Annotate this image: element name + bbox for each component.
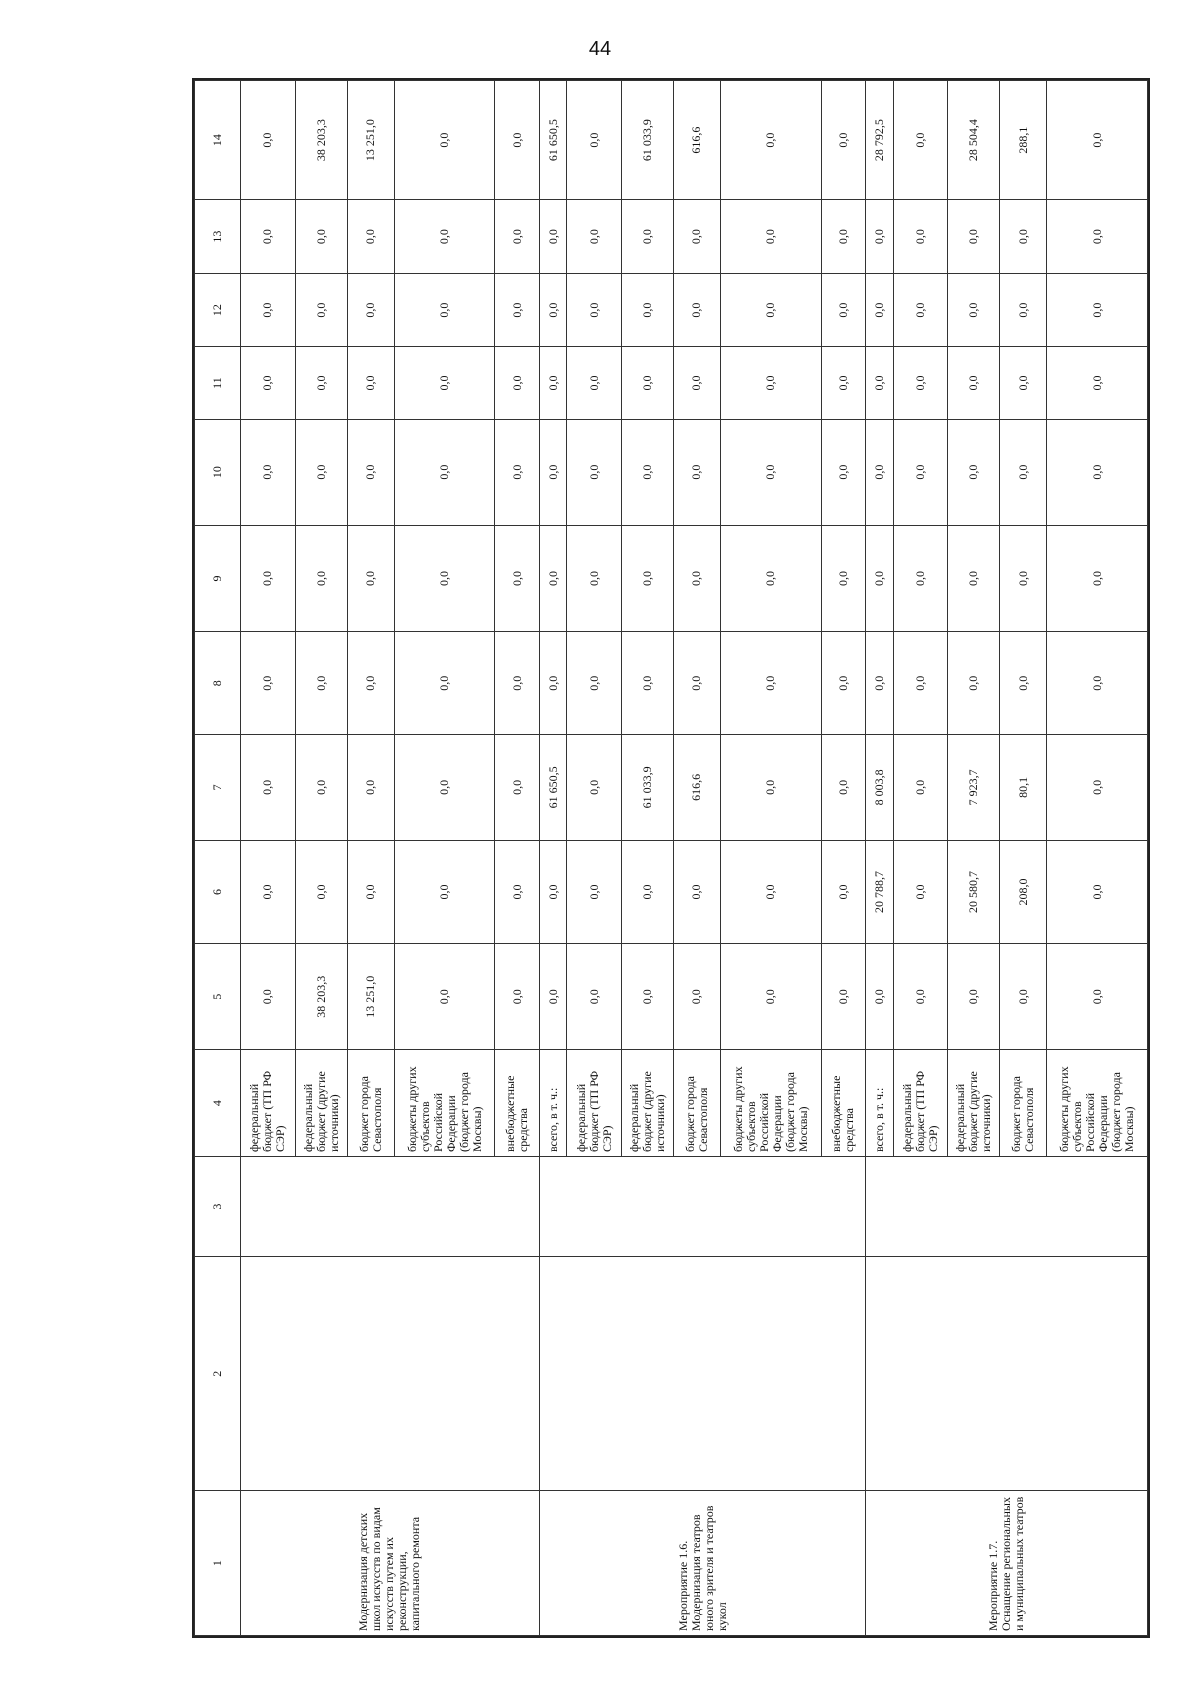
amount-value: 0,0 (240, 419, 295, 525)
amount-value: 0,0 (567, 840, 622, 944)
amount-value: 0,0 (1047, 200, 1148, 274)
amount-value: 0,0 (673, 200, 720, 274)
amount-value: 0,0 (295, 347, 347, 419)
amount-value: 0,0 (295, 840, 347, 944)
amount-value: 0,0 (721, 200, 822, 274)
amount-value: 0,0 (1047, 525, 1148, 632)
amount-value: 0,0 (394, 273, 495, 347)
amount-value: 0,0 (495, 273, 540, 347)
amount-value: 0,0 (1047, 840, 1148, 944)
amount-value: 0,0 (240, 944, 295, 1050)
amount-value: 0,0 (240, 632, 295, 734)
amount-value: 0,0 (539, 944, 566, 1050)
column-number: 13 (195, 200, 241, 274)
amount-value: 0,0 (495, 525, 540, 632)
budget-table-frame (192, 78, 1150, 1638)
funding-source: бюджет города Севастополя (347, 1050, 394, 1157)
page-number: 44 (588, 38, 612, 60)
table-row (240, 81, 295, 1636)
funding-source: федеральный бюджет (ТП РФ СЭР) (567, 1050, 622, 1157)
column-number: 2 (195, 1257, 241, 1491)
total-value: 61 650,5 (539, 81, 566, 200)
amount-value: 0,0 (621, 347, 673, 419)
amount-value: 0,0 (893, 525, 948, 632)
amount-value: 0,0 (621, 419, 673, 525)
amount-value: 0,0 (567, 273, 622, 347)
amount-value: 80,1 (1000, 734, 1047, 840)
amount-value: 0,0 (721, 734, 822, 840)
amount-value: 0,0 (893, 944, 948, 1050)
event-name: Мероприятие 1.7. Оснащение региональных и муниципальных театров (866, 1491, 1148, 1636)
amount-value: 0,0 (1000, 944, 1047, 1050)
amount-value: 0,0 (240, 525, 295, 632)
amount-value: 0,0 (567, 525, 622, 632)
total-value: 38 203,3 (295, 81, 347, 200)
amount-value: 0,0 (721, 632, 822, 734)
amount-value: 0,0 (821, 347, 866, 419)
amount-value: 0,0 (673, 840, 720, 944)
amount-value: 0,0 (1047, 632, 1148, 734)
amount-value: 0,0 (621, 273, 673, 347)
amount-value: 0,0 (1000, 419, 1047, 525)
total-value: 0,0 (240, 81, 295, 200)
amount-value: 0,0 (821, 200, 866, 274)
funding-source: внебюджетные средства (821, 1050, 866, 1157)
amount-value: 0,0 (821, 525, 866, 632)
amount-value: 0,0 (866, 273, 893, 347)
amount-value: 0,0 (821, 840, 866, 944)
amount-value: 13 251,0 (347, 944, 394, 1050)
column-number: 14 (195, 81, 241, 200)
column-number: 8 (195, 632, 241, 734)
amount-value: 0,0 (240, 273, 295, 347)
amount-value: 0,0 (295, 632, 347, 734)
amount-value: 0,0 (495, 840, 540, 944)
amount-value: 0,0 (347, 419, 394, 525)
total-value: 0,0 (567, 81, 622, 200)
amount-value: 0,0 (721, 525, 822, 632)
amount-value: 20 788,7 (866, 840, 893, 944)
column-2-cell (240, 1257, 539, 1491)
amount-value: 0,0 (1047, 347, 1148, 419)
amount-value: 0,0 (394, 525, 495, 632)
funding-source: бюджеты других субъектов Российской Федерации (бюджет города Москвы) (1047, 1050, 1148, 1157)
total-value: 0,0 (495, 81, 540, 200)
amount-value: 0,0 (1000, 632, 1047, 734)
amount-value: 0,0 (821, 273, 866, 347)
amount-value: 0,0 (495, 944, 540, 1050)
total-value: 0,0 (721, 81, 822, 200)
amount-value: 0,0 (721, 419, 822, 525)
amount-value: 0,0 (948, 525, 1000, 632)
amount-value: 0,0 (539, 200, 566, 274)
amount-value: 0,0 (821, 734, 866, 840)
amount-value: 0,0 (866, 944, 893, 1050)
funding-source: бюджеты других субъектов Российской Федерации (бюджет города Москвы) (721, 1050, 822, 1157)
total-value: 61 033,9 (621, 81, 673, 200)
amount-value: 0,0 (893, 840, 948, 944)
amount-value: 0,0 (394, 419, 495, 525)
total-value: 616,6 (673, 81, 720, 200)
amount-value: 0,0 (948, 944, 1000, 1050)
amount-value: 38 203,3 (295, 944, 347, 1050)
amount-value: 0,0 (893, 734, 948, 840)
total-value: 0,0 (1047, 81, 1148, 200)
amount-value: 0,0 (240, 347, 295, 419)
amount-value: 0,0 (347, 632, 394, 734)
column-number: 6 (195, 840, 241, 944)
table-row (539, 81, 566, 1636)
amount-value: 0,0 (893, 419, 948, 525)
column-number: 12 (195, 273, 241, 347)
amount-value: 0,0 (1047, 944, 1148, 1050)
amount-value: 0,0 (394, 632, 495, 734)
funding-source: федеральный бюджет (ТП РФ СЭР) (240, 1050, 295, 1157)
amount-value: 0,0 (295, 419, 347, 525)
budget-table (194, 80, 1148, 1636)
amount-value: 0,0 (866, 347, 893, 419)
funding-source: внебюджетные средства (495, 1050, 540, 1157)
amount-value: 61 650,5 (539, 734, 566, 840)
amount-value: 0,0 (347, 525, 394, 632)
column-3-cell (539, 1157, 865, 1257)
amount-value: 0,0 (347, 840, 394, 944)
column-number: 1 (195, 1491, 241, 1636)
amount-value: 0,0 (821, 419, 866, 525)
amount-value: 0,0 (673, 273, 720, 347)
rotated-table-container (194, 80, 1148, 1636)
amount-value: 0,0 (539, 840, 566, 944)
column-3-cell (866, 1157, 1148, 1257)
amount-value: 0,0 (394, 347, 495, 419)
amount-value: 0,0 (948, 347, 1000, 419)
amount-value: 0,0 (866, 632, 893, 734)
amount-value: 0,0 (721, 347, 822, 419)
amount-value: 0,0 (721, 273, 822, 347)
amount-value: 0,0 (347, 273, 394, 347)
amount-value: 0,0 (948, 419, 1000, 525)
amount-value: 0,0 (673, 944, 720, 1050)
column-2-cell (539, 1257, 865, 1491)
amount-value: 0,0 (539, 525, 566, 632)
amount-value: 0,0 (394, 944, 495, 1050)
amount-value: 0,0 (347, 200, 394, 274)
amount-value: 0,0 (621, 944, 673, 1050)
amount-value: 0,0 (495, 734, 540, 840)
amount-value: 0,0 (240, 200, 295, 274)
amount-value: 0,0 (295, 273, 347, 347)
funding-source: бюджет города Севастополя (673, 1050, 720, 1157)
event-name: Модернизация детских школ искусств по видам искусств путем их реконструкции, капитального ремонта (240, 1491, 539, 1636)
total-value: 0,0 (893, 81, 948, 200)
column-2-cell (866, 1257, 1148, 1491)
column-number: 7 (195, 734, 241, 840)
amount-value: 0,0 (948, 200, 1000, 274)
amount-value: 0,0 (893, 200, 948, 274)
amount-value: 0,0 (621, 840, 673, 944)
event-name: Мероприятие 1.6. Модернизация театров юного зрителя и театров кукол (539, 1491, 865, 1636)
amount-value: 208,0 (1000, 840, 1047, 944)
column-number: 3 (195, 1157, 241, 1257)
column-number: 11 (195, 347, 241, 419)
amount-value: 0,0 (1047, 419, 1148, 525)
amount-value: 0,0 (567, 347, 622, 419)
funding-source: федеральный бюджет (другие источники) (621, 1050, 673, 1157)
amount-value: 0,0 (893, 347, 948, 419)
amount-value: 0,0 (347, 347, 394, 419)
amount-value: 0,0 (567, 944, 622, 1050)
funding-source: бюджет города Севастополя (1000, 1050, 1047, 1157)
amount-value: 0,0 (495, 632, 540, 734)
amount-value: 0,0 (394, 200, 495, 274)
funding-source: федеральный бюджет (другие источники) (948, 1050, 1000, 1157)
amount-value: 0,0 (621, 632, 673, 734)
amount-value: 0,0 (821, 632, 866, 734)
amount-value: 0,0 (673, 525, 720, 632)
amount-value: 0,0 (721, 840, 822, 944)
column-3-cell (240, 1157, 539, 1257)
amount-value: 0,0 (1000, 525, 1047, 632)
amount-value: 8 003,8 (866, 734, 893, 840)
amount-value: 0,0 (539, 632, 566, 734)
funding-source: бюджеты других субъектов Российской Федерации (бюджет города Москвы) (394, 1050, 495, 1157)
amount-value: 7 923,7 (948, 734, 1000, 840)
amount-value: 0,0 (567, 632, 622, 734)
funding-source: федеральный бюджет (другие источники) (295, 1050, 347, 1157)
amount-value: 0,0 (821, 944, 866, 1050)
amount-value: 0,0 (394, 734, 495, 840)
amount-value: 0,0 (495, 200, 540, 274)
column-number: 9 (195, 525, 241, 632)
amount-value: 616,6 (673, 734, 720, 840)
amount-value: 0,0 (721, 944, 822, 1050)
amount-value: 61 033,9 (621, 734, 673, 840)
amount-value: 0,0 (240, 734, 295, 840)
amount-value: 0,0 (495, 347, 540, 419)
amount-value: 0,0 (673, 347, 720, 419)
amount-value: 0,0 (567, 419, 622, 525)
amount-value: 0,0 (893, 632, 948, 734)
amount-value: 0,0 (1047, 734, 1148, 840)
amount-value: 0,0 (948, 632, 1000, 734)
amount-value: 0,0 (295, 200, 347, 274)
amount-value: 0,0 (539, 273, 566, 347)
amount-value: 0,0 (1047, 273, 1148, 347)
table-row (866, 81, 893, 1636)
funding-source: всего, в т. ч.: (539, 1050, 566, 1157)
column-number: 4 (195, 1050, 241, 1157)
amount-value: 0,0 (866, 525, 893, 632)
amount-value: 0,0 (893, 273, 948, 347)
amount-value: 0,0 (673, 419, 720, 525)
amount-value: 0,0 (673, 632, 720, 734)
amount-value: 0,0 (495, 419, 540, 525)
column-number: 10 (195, 419, 241, 525)
amount-value: 0,0 (621, 525, 673, 632)
amount-value: 20 580,7 (948, 840, 1000, 944)
total-value: 28 792,5 (866, 81, 893, 200)
amount-value: 0,0 (567, 200, 622, 274)
amount-value: 0,0 (866, 419, 893, 525)
total-value: 288,1 (1000, 81, 1047, 200)
total-value: 28 504,4 (948, 81, 1000, 200)
amount-value: 0,0 (295, 734, 347, 840)
column-number: 5 (195, 944, 241, 1050)
amount-value: 0,0 (347, 734, 394, 840)
amount-value: 0,0 (1000, 273, 1047, 347)
total-value: 0,0 (821, 81, 866, 200)
column-number-row (195, 81, 241, 1636)
total-value: 0,0 (394, 81, 495, 200)
amount-value: 0,0 (240, 840, 295, 944)
amount-value: 0,0 (866, 200, 893, 274)
amount-value: 0,0 (1000, 347, 1047, 419)
amount-value: 0,0 (1000, 200, 1047, 274)
amount-value: 0,0 (621, 200, 673, 274)
amount-value: 0,0 (567, 734, 622, 840)
amount-value: 0,0 (539, 347, 566, 419)
amount-value: 0,0 (295, 525, 347, 632)
amount-value: 0,0 (948, 273, 1000, 347)
amount-value: 0,0 (394, 840, 495, 944)
funding-source: всего, в т. ч.: (866, 1050, 893, 1157)
amount-value: 0,0 (539, 419, 566, 525)
funding-source: федеральный бюджет (ТП РФ СЭР) (893, 1050, 948, 1157)
total-value: 13 251,0 (347, 81, 394, 200)
